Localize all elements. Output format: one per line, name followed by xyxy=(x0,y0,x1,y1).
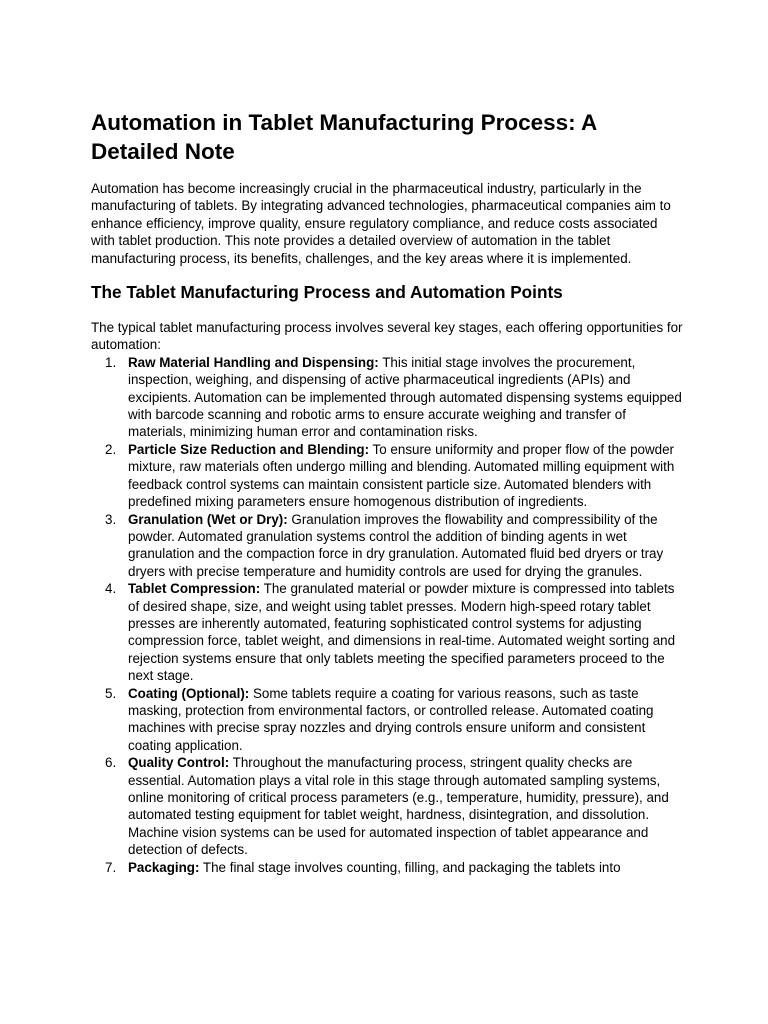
list-item xyxy=(91,859,684,876)
list-item-text: Throughout the manufacturing process, stringent quality checks are essential. Automation plays a vital role in this stage through automated sampling systems, online monitoring of critical process parameters (e.g., temperature, humidity, pressure), and automated testing equipment for tablet weight, hardness, disintegration, and dissolution. Machine vision systems can be used for automated inspection of tablet appearance and detection of defects. xyxy=(128,755,669,858)
list-item-number: 1. xyxy=(105,354,117,370)
list-item-number: 6. xyxy=(105,755,117,771)
list-item-term: Granulation (Wet or Dry): xyxy=(128,511,288,527)
list-item-text: This initial stage involves the procurement, inspection, weighing, and dispensing of active pharmaceutical ingredients (APIs) and excipients. Automation can be implemented through automated dispensing systems equipped with barcode scanning and robotic arms to ensure accurate weighing and transfer of materials, minimizing human error and contamination risks. xyxy=(128,354,682,440)
list-item-text: The final stage involves counting, filling, and packaging the tablets into xyxy=(199,859,621,875)
list-item xyxy=(91,511,684,581)
list-item-number: 3. xyxy=(105,511,117,527)
list-item-term: Particle Size Reduction and Blending: xyxy=(128,441,370,457)
list-item xyxy=(91,580,684,684)
list-item-term: Packaging: xyxy=(128,859,200,875)
section-lead-paragraph: The typical tablet manufacturing process involves several key stages, each offering opportunities for automation: xyxy=(91,320,683,353)
intro-paragraph: Automation has become increasingly crucial in the pharmaceutical industry, particularly in the manufacturing of tablets. By integrating advanced technologies, pharmaceutical companies aim to enhance efficiency, improve quality, ensure regulatory compliance, and reduce costs associated with tablet production. This note provides a detailed overview of automation in the tablet manufacturing process, its benefits, challenges, and the key areas where it is implemented. xyxy=(91,181,671,266)
list-item-number: 2. xyxy=(105,441,117,457)
list-item xyxy=(91,754,684,858)
list-item-term: Raw Material Handling and Dispensing: xyxy=(128,354,379,370)
list-item-text: Some tablets require a coating for various reasons, such as taste masking, protection from environmental factors, or controlled release. Automated coating machines with precise spray nozzles and drying controls ensure uniform and consistent coating application. xyxy=(128,685,654,753)
list-item-text: The granulated material or powder mixture is compressed into tablets of desired shape, size, and weight using tablet presses. Modern high-speed rotary tablet presses are inherently automated, featuring sophisticated control systems for adjusting compression force, tablet weight, and dimensions in real-time. Automated weight sorting and rejection systems ensure that only tablets meeting the specified parameters proceed to the next stage. xyxy=(128,581,676,684)
list-item-term: Coating (Optional): xyxy=(128,685,250,701)
list-item xyxy=(91,441,684,511)
document-title: Automation in Tablet Manufacturing Process: A Detailed Note xyxy=(91,110,597,164)
list-item-text: Granulation improves the flowability and compressibility of the powder. Automated granulation systems control the addition of binding agents in wet granulation and the compaction force in dry granulation. Automated fluid bed dryers or tray dryers with precise temperature and humidity controls are used for drying the granules. xyxy=(128,511,664,579)
list-item-number: 5. xyxy=(105,685,117,701)
section-heading: The Tablet Manufacturing Process and Automation Points xyxy=(91,282,563,303)
stages-list xyxy=(91,354,684,876)
list-item xyxy=(91,354,684,441)
list-item-text: To ensure uniformity and proper flow of the powder mixture, raw materials often undergo milling and blending. Automated milling equipment with feedback control systems can maintain consistent particle size. Automated blenders with predefined mixing parameters ensure homogenous distribution of ingredients. xyxy=(128,441,675,510)
list-item-number: 4. xyxy=(105,581,117,597)
list-item xyxy=(91,685,684,755)
list-item-term: Quality Control: xyxy=(128,755,230,771)
list-item-number: 7. xyxy=(105,859,117,875)
list-item-term: Tablet Compression: xyxy=(128,581,261,597)
